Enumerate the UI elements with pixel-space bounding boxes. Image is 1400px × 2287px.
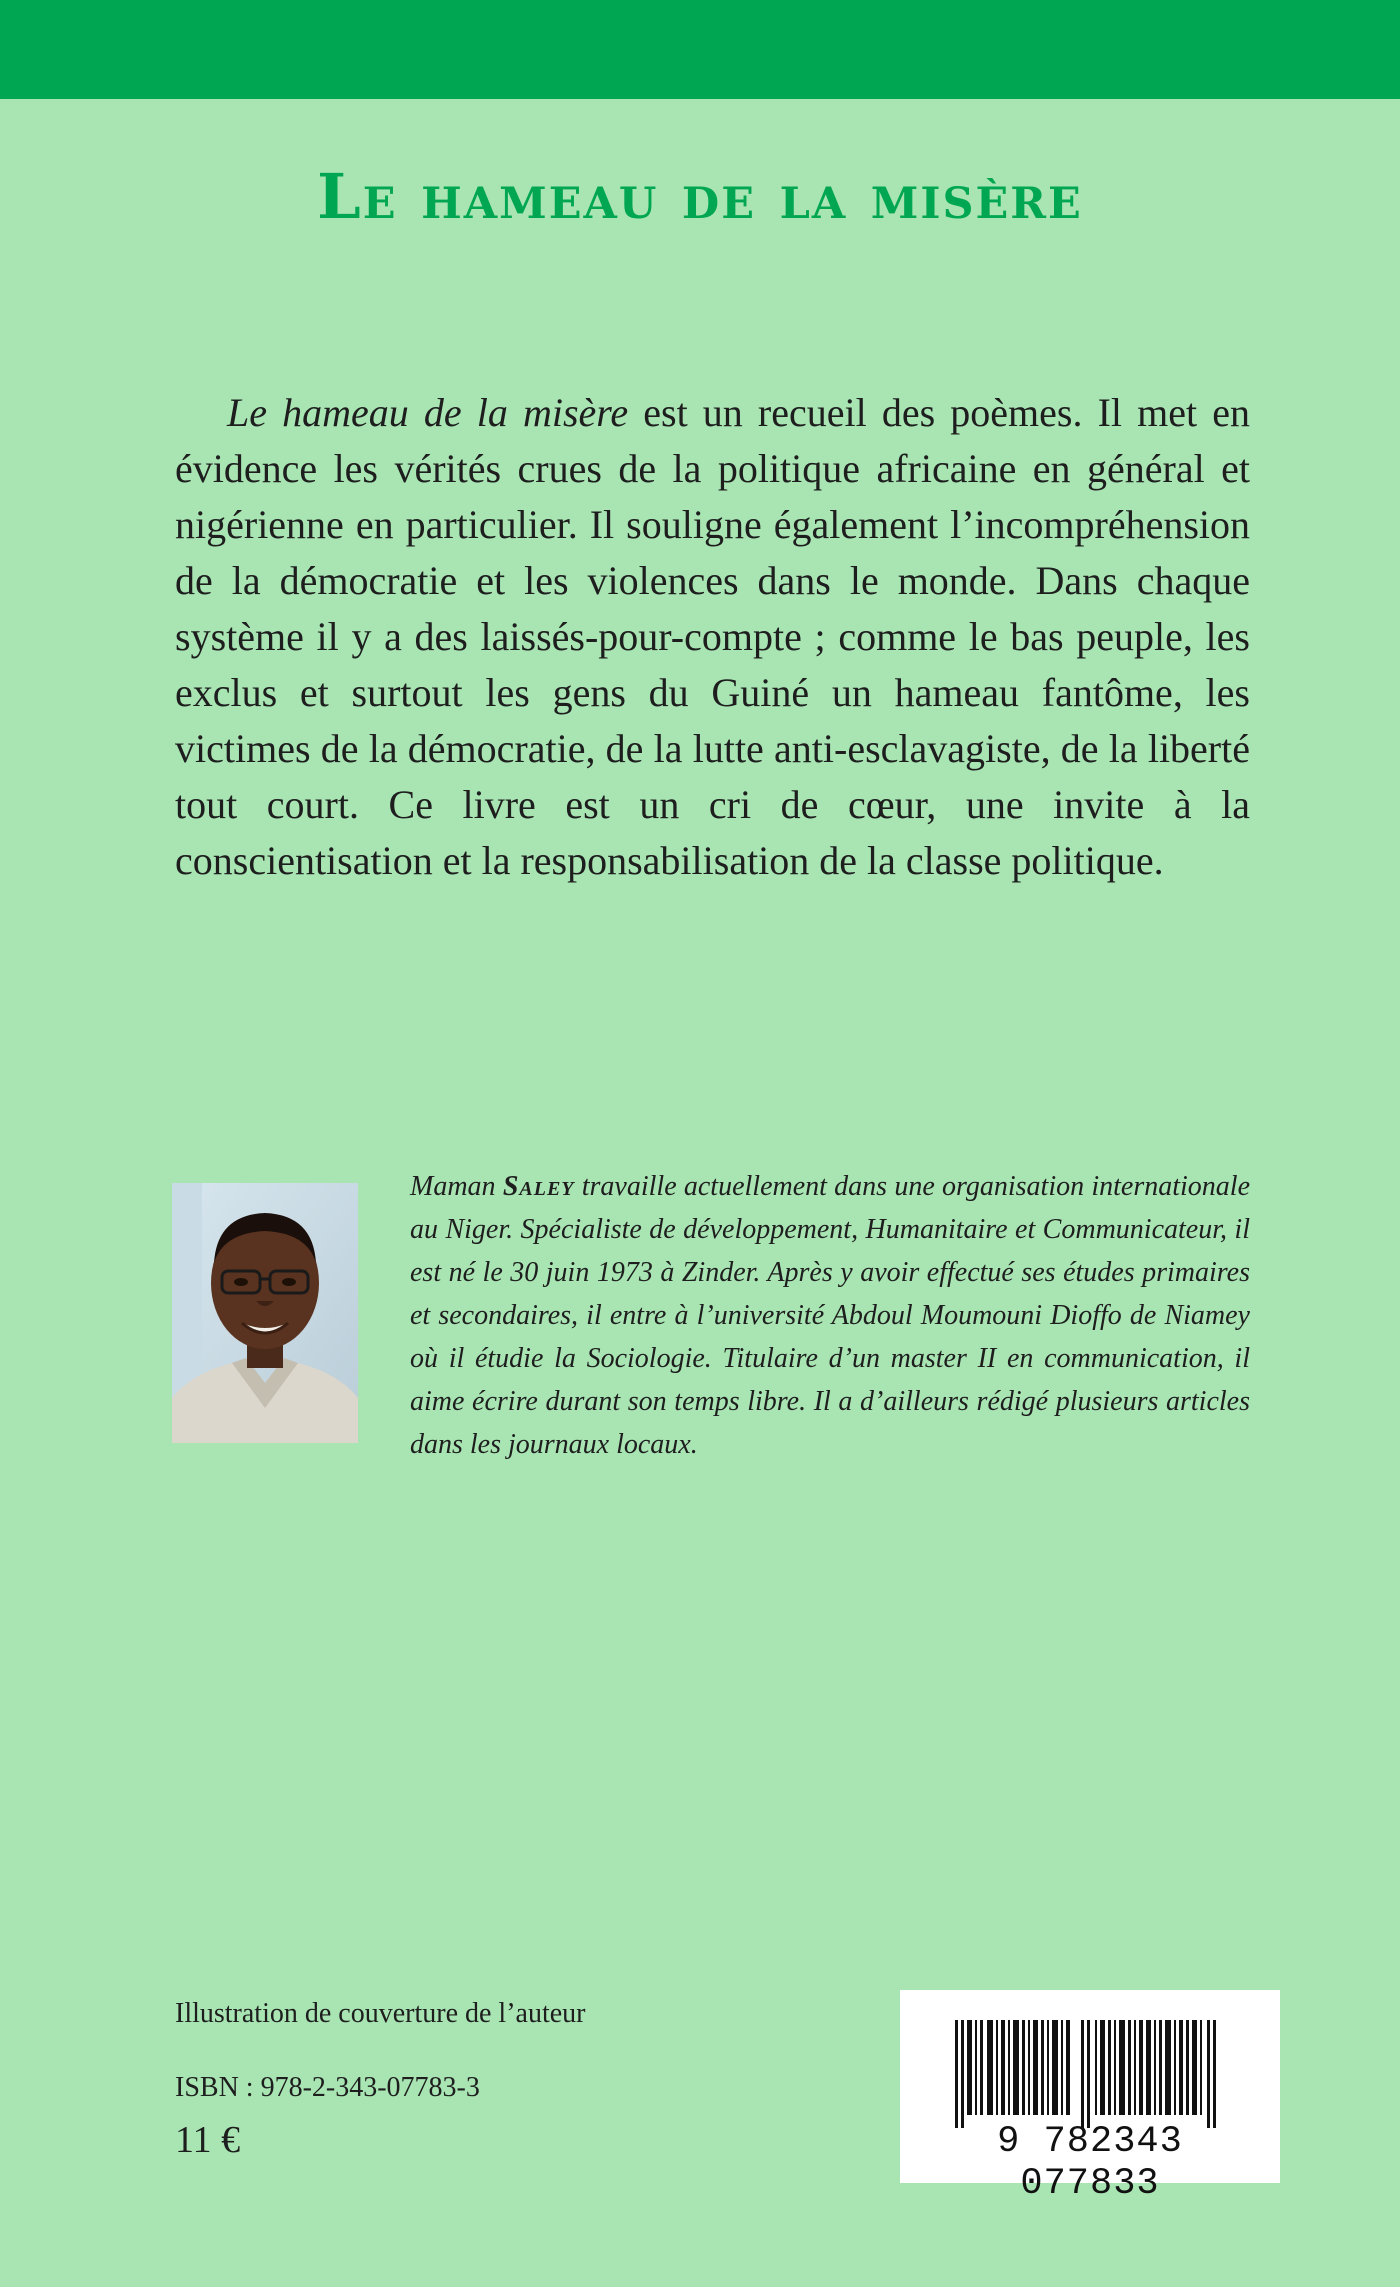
cover-credit: Illustration de couverture de l’auteur bbox=[175, 1998, 586, 2029]
book-blurb bbox=[175, 385, 1250, 889]
author-photo bbox=[172, 1183, 358, 1443]
top-color-band bbox=[0, 0, 1400, 99]
author-first-name: Maman bbox=[410, 1171, 496, 1202]
barcode bbox=[900, 1990, 1280, 2205]
isbn: ISBN : 978-2-343-07783-3 bbox=[175, 2072, 480, 2103]
author-bio bbox=[410, 1165, 1250, 1466]
blurb-paragraph bbox=[175, 385, 1250, 889]
author-last-name: Saley bbox=[502, 1171, 575, 1202]
blurb-lead-title: Le hameau de la misère bbox=[227, 390, 629, 435]
price: 11 € bbox=[175, 2119, 241, 2161]
author-bio-text: travaille actuellement dans une organisation internationale au Niger. Spécialiste de développement, Humanitaire et Communicateur, il est né le 30 juin 1973 à Zinder. Après y avoir effectué ses études primaires et secondaires, il entre à l’université Abdoul Moumouni Dioffo de Niamey où il étudie la Sociologie. Titulaire d’un master II en communication, il aime écrire durant son temps libre. Il a d’ailleurs rédigé plusieurs articles dans les journaux locaux. bbox=[410, 1171, 1251, 1460]
barcode-digits: 9 782343 077833 bbox=[997, 2121, 1183, 2205]
blurb-text: est un recueil des poèmes. Il met en évidence les vérités crues de la politique africaine en général et nigérienne en particulier. Il souligne également l’incompréhension de la démocratie et les violences dans le monde. Dans chaque système il y a des laissés-pour-compte ; comme le bas peuple, les exclus et surtout les gens du Guiné un hameau fantôme, les victimes de la démocratie, de la lutte anti-esclavagiste, de la liberté tout court. Ce livre est un cri de cœur, une invite à la conscientisation et la responsabilisation de la classe politique. bbox=[175, 390, 1250, 883]
book-title: Le hameau de la misère bbox=[317, 160, 1083, 233]
